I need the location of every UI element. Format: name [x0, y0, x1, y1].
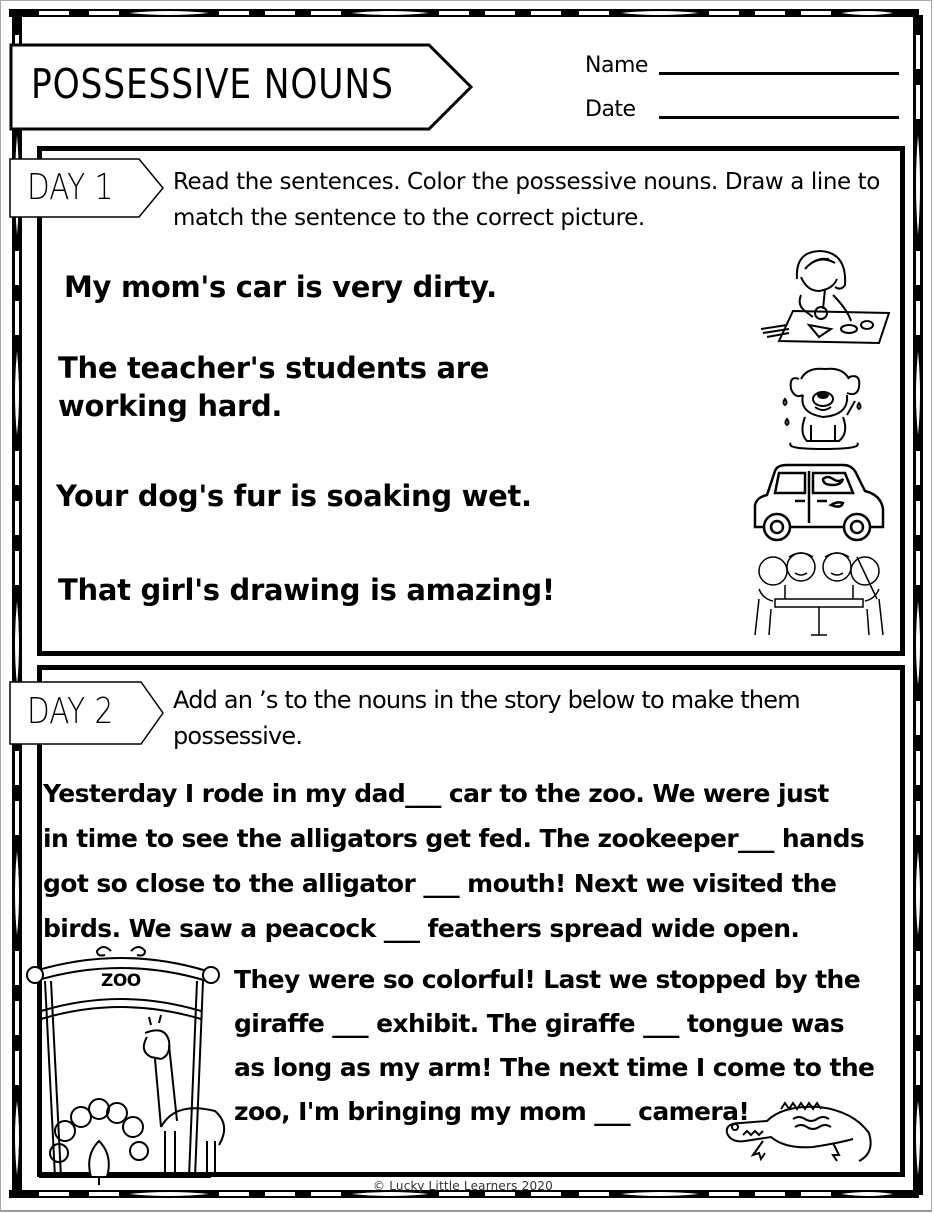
day2-instructions: Add an ’s to the nouns in the story below to make them possessive.	[173, 686, 800, 750]
story-line-3[interactable]: got so close to the alligator ___ mouth! Next we visited the	[43, 869, 837, 898]
students-at-table-icon[interactable]	[749, 549, 889, 639]
day2-tag	[9, 681, 165, 745]
story-line-1[interactable]: Yesterday I rode in my dad___ car to the zoo. We were just	[43, 779, 829, 808]
story-line-5[interactable]: They were so colorful! Last we stopped by the	[234, 965, 861, 994]
zoo-gate-giraffe-peacock-icon	[15, 941, 227, 1185]
day1-tag-label: DAY 1	[27, 167, 114, 208]
story-line-8[interactable]: zoo, I'm bringing my mom ___ camera!	[234, 1097, 750, 1126]
day1-sentence-4[interactable]: That girl's drawing is amazing!	[58, 573, 555, 607]
date-input-line[interactable]	[659, 116, 899, 119]
day2-tag-label: DAY 2	[27, 691, 114, 732]
day1-sentence-2[interactable]	[58, 349, 538, 425]
day1-sentence-2-line-2: working hard.	[58, 389, 283, 423]
border-chain-right-icon	[911, 15, 925, 1195]
worksheet-title: POSSESSIVE NOUNS	[31, 60, 394, 108]
day1-sentence-3[interactable]: Your dog's fur is soaking wet.	[56, 479, 532, 513]
alligator-icon	[723, 1099, 877, 1165]
name-input-line[interactable]	[659, 72, 899, 75]
day1-sentence-1[interactable]: My mom's car is very dirty.	[64, 270, 497, 304]
name-field[interactable]	[585, 55, 899, 77]
date-field[interactable]	[585, 99, 899, 121]
zoo-sign-text: ZOO	[101, 971, 141, 991]
name-label: Name	[585, 53, 648, 78]
day1-instructions: Read the sentences. Color the possessive nouns. Draw a line to match the sentence to the correct picture.	[173, 169, 880, 231]
border-chain-top-icon	[9, 7, 919, 19]
story-line-6[interactable]: giraffe ___ exhibit. The giraffe ___ tongue was	[234, 1009, 845, 1038]
girl-drawing-icon[interactable]	[749, 239, 895, 349]
dirty-car-icon[interactable]	[747, 461, 887, 545]
story-line-4[interactable]: birds. We saw a peacock ___ feathers spread wide open.	[43, 914, 800, 943]
story-line-2[interactable]: in time to see the alligators get fed. The zookeeper___ hands	[43, 824, 865, 853]
wet-dog-icon[interactable]	[763, 359, 883, 451]
day2-story-top	[43, 771, 864, 951]
copyright-footer: © Lucky Little Learners 2020	[373, 1179, 553, 1193]
story-line-7[interactable]: as long as my arm! The next time I come to the	[234, 1053, 875, 1082]
day1-tag	[9, 158, 165, 218]
day1-sentence-2-line-1: The teacher's students are	[58, 351, 490, 385]
date-label: Date	[585, 97, 636, 122]
